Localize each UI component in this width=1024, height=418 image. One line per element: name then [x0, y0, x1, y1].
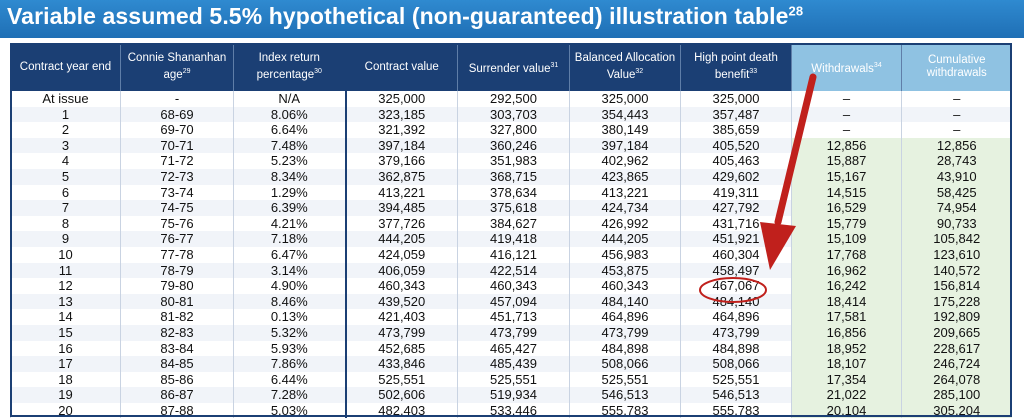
table-cell: 444,205 [346, 231, 458, 247]
table-cell: 5.32% [234, 325, 346, 341]
column-header-label: Contract year end [19, 60, 112, 73]
illustration-table [10, 43, 1012, 418]
column-header-footnote: 33 [749, 68, 758, 76]
table-cell: 5.03% [234, 403, 346, 418]
table-cell: 18,952 [792, 341, 902, 357]
table-cell: 485,439 [458, 356, 570, 372]
table-cell: At issue [11, 91, 121, 107]
table-cell: 16,242 [792, 278, 902, 294]
table-row [11, 263, 1012, 279]
column-header-footnote: 34 [873, 61, 882, 69]
column-header-footnote: 30 [314, 68, 322, 76]
column-header-label: Connie Shananhan age [127, 52, 227, 81]
table-cell: 357,487 [681, 107, 792, 123]
table-cell: 427,792 [681, 200, 792, 216]
table-cell: 18,107 [792, 356, 902, 372]
table-cell: 368,715 [458, 169, 570, 185]
table-cell: 264,078 [902, 372, 1012, 388]
table-cell: – [792, 91, 902, 107]
table-cell: 429,602 [681, 169, 792, 185]
table-cell: 16,529 [792, 200, 902, 216]
table-body [11, 91, 1012, 418]
table-header-row [11, 43, 1012, 91]
table-cell: 292,500 [458, 91, 570, 107]
column-header-7 [792, 43, 902, 91]
table-cell: 21,022 [792, 387, 902, 403]
table-cell: 473,799 [458, 325, 570, 341]
table-cell: 74-75 [121, 200, 234, 216]
table-cell: 426,992 [570, 216, 681, 232]
table-cell: 15,109 [792, 231, 902, 247]
table-cell: 6.39% [234, 200, 346, 216]
table-cell: 397,184 [570, 138, 681, 154]
column-header-label: Surrender value [468, 62, 551, 75]
table-cell: 451,713 [458, 309, 570, 325]
table-cell: 4.21% [234, 216, 346, 232]
table-cell: 419,311 [681, 185, 792, 201]
table-cell: 525,551 [458, 372, 570, 388]
table-cell: 209,665 [902, 325, 1012, 341]
table-cell: 12 [11, 278, 121, 294]
column-header-label: High point death benefit [694, 52, 778, 81]
table-row [11, 216, 1012, 232]
table-cell: 19 [11, 387, 121, 403]
table-cell: 460,343 [570, 278, 681, 294]
table-cell: 16,856 [792, 325, 902, 341]
table-cell: 87-88 [121, 403, 234, 418]
table-cell: 83-84 [121, 341, 234, 357]
table-cell: 28,743 [902, 153, 1012, 169]
table-cell: 439,520 [346, 294, 458, 310]
table-cell: 77-78 [121, 247, 234, 263]
table-cell: 484,898 [681, 341, 792, 357]
table-row [11, 403, 1012, 418]
table-cell: 84-85 [121, 356, 234, 372]
table-cell: 384,627 [458, 216, 570, 232]
table-cell: 484,140 [681, 294, 792, 310]
table-cell: 0.13% [234, 309, 346, 325]
column-header-3 [346, 43, 458, 91]
table-cell: 422,514 [458, 263, 570, 279]
table-cell: 8 [11, 216, 121, 232]
table-cell: 76-77 [121, 231, 234, 247]
table-cell: 394,485 [346, 200, 458, 216]
table-cell: 228,617 [902, 341, 1012, 357]
table-cell: 85-86 [121, 372, 234, 388]
table-cell: 7.48% [234, 138, 346, 154]
table-cell: 508,066 [681, 356, 792, 372]
table-cell: 484,140 [570, 294, 681, 310]
table-cell: 73-74 [121, 185, 234, 201]
column-header-footnote: 29 [182, 68, 191, 76]
table-cell: 525,551 [346, 372, 458, 388]
table-cell: 246,724 [902, 356, 1012, 372]
table-cell: 17,768 [792, 247, 902, 263]
column-header-1 [121, 43, 234, 91]
table-cell: 377,726 [346, 216, 458, 232]
table-cell: 14,515 [792, 185, 902, 201]
table-cell: – [902, 91, 1012, 107]
column-header-label: Balanced Allocation Value [574, 52, 676, 81]
table-cell: 533,446 [458, 403, 570, 418]
table-cell: 192,809 [902, 309, 1012, 325]
table-cell: 14 [11, 309, 121, 325]
table-cell: 81-82 [121, 309, 234, 325]
table-cell: 458,497 [681, 263, 792, 279]
table-cell: 3 [11, 138, 121, 154]
column-header-2 [234, 43, 346, 91]
column-header-footnote: 32 [635, 68, 644, 76]
table-cell: 424,734 [570, 200, 681, 216]
table-cell: 7.28% [234, 387, 346, 403]
column-header-label: Index return percentage [256, 52, 320, 81]
table-cell: 482,403 [346, 403, 458, 418]
table-cell: 16,962 [792, 263, 902, 279]
table-cell: 484,898 [570, 341, 681, 357]
table-cell: 321,392 [346, 122, 458, 138]
table-cell: 15,167 [792, 169, 902, 185]
table-cell: 416,121 [458, 247, 570, 263]
table-row [11, 341, 1012, 357]
table-cell: 11 [11, 263, 121, 279]
table-cell: 546,513 [681, 387, 792, 403]
table-cell: 18 [11, 372, 121, 388]
table-row [11, 91, 1012, 107]
table-cell: 140,572 [902, 263, 1012, 279]
table-cell: 43,910 [902, 169, 1012, 185]
table-cell: 508,066 [570, 356, 681, 372]
table-cell: 433,846 [346, 356, 458, 372]
table-row [11, 356, 1012, 372]
table-row [11, 247, 1012, 263]
table-cell: 453,875 [570, 263, 681, 279]
column-header-5 [570, 43, 681, 91]
table-cell: 6.44% [234, 372, 346, 388]
table-cell: – [902, 122, 1012, 138]
table-cell: 17 [11, 356, 121, 372]
table-cell: 405,520 [681, 138, 792, 154]
table-cell: 431,716 [681, 216, 792, 232]
table-cell: 325,000 [570, 91, 681, 107]
table-cell: 460,343 [346, 278, 458, 294]
table-cell: – [902, 107, 1012, 123]
column-header-8 [902, 43, 1012, 91]
column-header-label: Contract value [364, 60, 439, 73]
table-cell: 15 [11, 325, 121, 341]
table-cell: 70-71 [121, 138, 234, 154]
table-cell: 385,659 [681, 122, 792, 138]
table-cell: 555,783 [681, 403, 792, 418]
table-cell: 325,000 [346, 91, 458, 107]
table-cell: 327,800 [458, 122, 570, 138]
table-cell: – [792, 107, 902, 123]
table-cell: 6.64% [234, 122, 346, 138]
table-cell: 1.29% [234, 185, 346, 201]
table-cell: 16 [11, 341, 121, 357]
table-cell: 325,000 [681, 91, 792, 107]
page-title [7, 3, 803, 30]
table-cell: 12,856 [902, 138, 1012, 154]
table-cell: 2 [11, 122, 121, 138]
table-cell: 397,184 [346, 138, 458, 154]
table-cell: 406,059 [346, 263, 458, 279]
table-cell: 5.93% [234, 341, 346, 357]
table-cell: 123,610 [902, 247, 1012, 263]
table-cell: 71-72 [121, 153, 234, 169]
table-cell: 456,983 [570, 247, 681, 263]
table-cell: 69-70 [121, 122, 234, 138]
table-row [11, 185, 1012, 201]
table-cell: 75-76 [121, 216, 234, 232]
table-cell: 8.34% [234, 169, 346, 185]
table-cell: 424,059 [346, 247, 458, 263]
table-cell: 413,221 [346, 185, 458, 201]
table-cell: 3.14% [234, 263, 346, 279]
illustration-table-container [10, 43, 1011, 418]
table-cell: 68-69 [121, 107, 234, 123]
table-cell: – [792, 122, 902, 138]
table-cell: 460,304 [681, 247, 792, 263]
column-header-0 [11, 43, 121, 91]
table-cell: 451,921 [681, 231, 792, 247]
table-cell: 473,799 [346, 325, 458, 341]
table-cell: 323,185 [346, 107, 458, 123]
table-cell: 90,733 [902, 216, 1012, 232]
page-title-text: Variable assumed 5.5% hypothetical (non-guaranteed) illustration table [7, 3, 789, 29]
title-footnote: 28 [788, 3, 804, 19]
table-row [11, 278, 1012, 294]
table-cell: 156,814 [902, 278, 1012, 294]
table-row [11, 153, 1012, 169]
table-row [11, 309, 1012, 325]
table-cell: 20 [11, 403, 121, 418]
column-header-4 [458, 43, 570, 91]
table-cell: 8.46% [234, 294, 346, 310]
table-cell: 467,067 [681, 278, 792, 294]
column-header-label: Cumulative withdrawals [926, 54, 987, 79]
table-cell: 79-80 [121, 278, 234, 294]
table-cell: 473,799 [570, 325, 681, 341]
table-row [11, 387, 1012, 403]
table-cell: 465,427 [458, 341, 570, 357]
table-cell: 464,896 [681, 309, 792, 325]
table-cell: 362,875 [346, 169, 458, 185]
table-cell: 519,934 [458, 387, 570, 403]
table-cell: 175,228 [902, 294, 1012, 310]
table-cell: 525,551 [681, 372, 792, 388]
table-cell: 9 [11, 231, 121, 247]
table-row [11, 169, 1012, 185]
table-cell: 7 [11, 200, 121, 216]
table-cell: 354,443 [570, 107, 681, 123]
table-cell: 8.06% [234, 107, 346, 123]
table-cell: 444,205 [570, 231, 681, 247]
table-cell: - [121, 91, 234, 107]
table-cell: 5 [11, 169, 121, 185]
table-cell: 379,166 [346, 153, 458, 169]
table-cell: 351,983 [458, 153, 570, 169]
column-header-6 [681, 43, 792, 91]
table-cell: 452,685 [346, 341, 458, 357]
table-cell: N/A [234, 91, 346, 107]
table-cell: 460,343 [458, 278, 570, 294]
table-cell: 82-83 [121, 325, 234, 341]
table-cell: 423,865 [570, 169, 681, 185]
table-cell: 6.47% [234, 247, 346, 263]
table-cell: 20,104 [792, 403, 902, 418]
table-cell: 413,221 [570, 185, 681, 201]
table-cell: 419,418 [458, 231, 570, 247]
table-cell: 17,354 [792, 372, 902, 388]
table-cell: 525,551 [570, 372, 681, 388]
table-cell: 375,618 [458, 200, 570, 216]
title-bar [0, 0, 1024, 38]
table-cell: 18,414 [792, 294, 902, 310]
table-cell: 58,425 [902, 185, 1012, 201]
table-cell: 15,779 [792, 216, 902, 232]
table-cell: 6 [11, 185, 121, 201]
table-cell: 7.86% [234, 356, 346, 372]
table-cell: 105,842 [902, 231, 1012, 247]
table-cell: 405,463 [681, 153, 792, 169]
table-row [11, 325, 1012, 341]
column-header-label: Withdrawals [811, 62, 874, 75]
table-cell: 464,896 [570, 309, 681, 325]
table-cell: 555,783 [570, 403, 681, 418]
table-cell: 78-79 [121, 263, 234, 279]
table-cell: 360,246 [458, 138, 570, 154]
table-cell: 303,703 [458, 107, 570, 123]
table-cell: 421,403 [346, 309, 458, 325]
table-row [11, 372, 1012, 388]
table-cell: 10 [11, 247, 121, 263]
table-cell: 546,513 [570, 387, 681, 403]
table-cell: 4 [11, 153, 121, 169]
table-row [11, 122, 1012, 138]
table-cell: 5.23% [234, 153, 346, 169]
table-row [11, 294, 1012, 310]
table-cell: 378,634 [458, 185, 570, 201]
table-cell: 380,149 [570, 122, 681, 138]
table-cell: 402,962 [570, 153, 681, 169]
table-cell: 473,799 [681, 325, 792, 341]
table-cell: 17,581 [792, 309, 902, 325]
table-cell: 86-87 [121, 387, 234, 403]
table-cell: 502,606 [346, 387, 458, 403]
table-cell: 1 [11, 107, 121, 123]
column-header-footnote: 31 [550, 61, 559, 69]
table-cell: 285,100 [902, 387, 1012, 403]
table-cell: 13 [11, 294, 121, 310]
table-cell: 457,094 [458, 294, 570, 310]
table-cell: 15,887 [792, 153, 902, 169]
table-cell: 72-73 [121, 169, 234, 185]
table-cell: 74,954 [902, 200, 1012, 216]
table-row [11, 138, 1012, 154]
table-row [11, 231, 1012, 247]
table-cell: 12,856 [792, 138, 902, 154]
table-row [11, 107, 1012, 123]
table-cell: 4.90% [234, 278, 346, 294]
table-cell: 7.18% [234, 231, 346, 247]
table-cell: 305,204 [902, 403, 1012, 418]
table-cell: 80-81 [121, 294, 234, 310]
table-row [11, 200, 1012, 216]
